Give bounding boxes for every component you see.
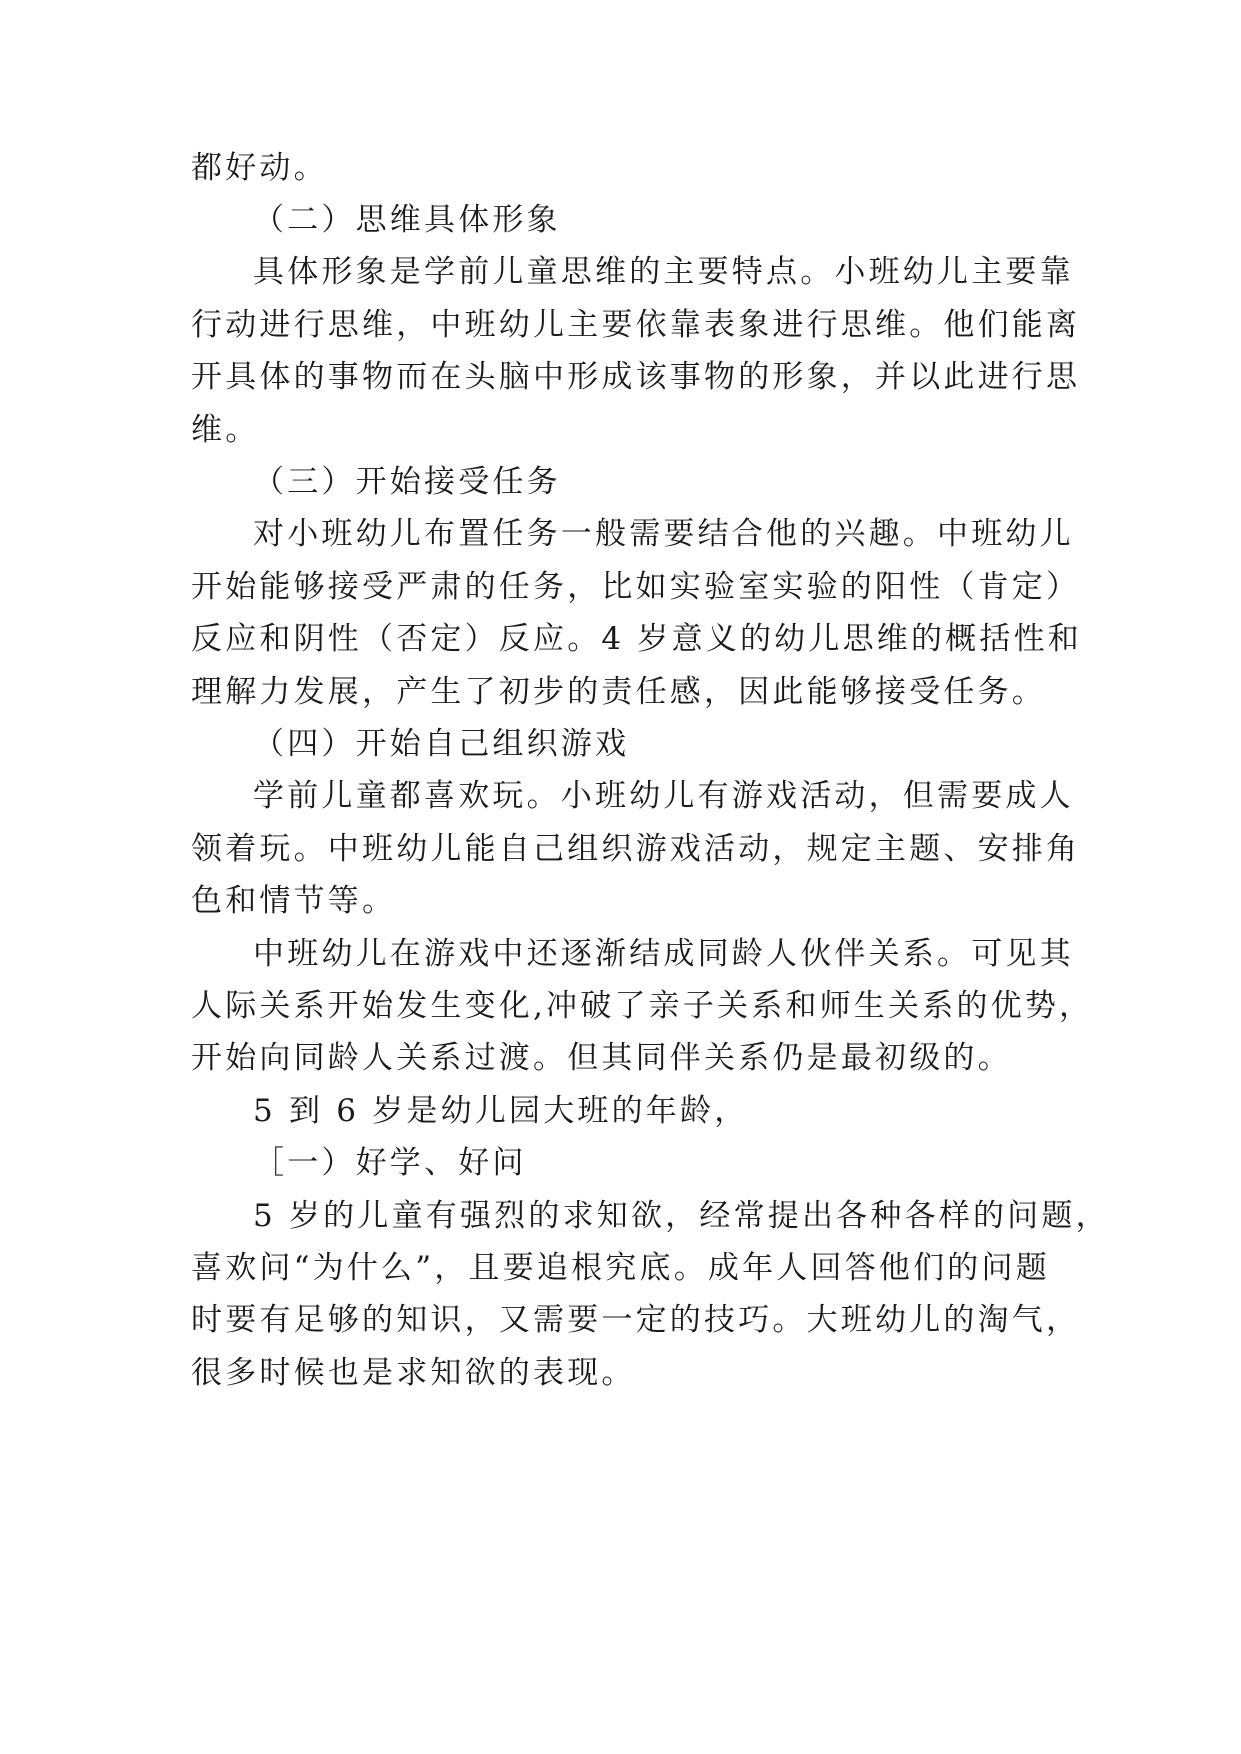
text-line: 维。 [191, 412, 260, 448]
text-line: 行动进行思维，中班幼儿主要依靠表象进行思维。他们能离 [191, 307, 1081, 343]
text-line: 开始向同龄人关系过渡。但其同伴关系仍是最初级的。 [191, 1040, 1012, 1076]
text-line: 具体形象是学前儿童思维的主要特点。小班幼儿主要靠 [253, 254, 1074, 290]
text-line: 5 到 6 岁是幼儿园大班的年龄， [253, 1093, 749, 1129]
text-line: 人际关系开始发生变化,冲破了亲子关系和师生关系的优势， [191, 988, 1094, 1024]
text-line: 喜欢问“为什么”，且要追根究底。成年人回答他们的问题 [191, 1250, 1050, 1286]
text-line: 很多时候也是求知欲的表现。 [191, 1355, 636, 1391]
text-line: 5 岁的儿童有强烈的求知欲，经常提出各种各样的问题， [253, 1198, 1110, 1234]
text-line: 色和情节等。 [191, 883, 397, 919]
text-line: 理解力发展，产生了初步的责任感，因此能够接受任务。 [191, 674, 1046, 710]
text-line: 对小班幼儿布置任务一般需要结合他的兴趣。中班幼儿 [253, 516, 1074, 552]
text-line: 领着玩。中班幼儿能自己组织游戏活动，规定主题、安排角 [191, 831, 1081, 867]
text-line: 开始能够接受严肃的任务，比如实验室实验的阳性（肯定） [191, 569, 1081, 605]
section-heading: （三）开始接受任务 [253, 464, 561, 500]
text-line: 时要有足够的知识，又需要一定的技巧。大班幼儿的淘气， [191, 1302, 1081, 1338]
text-line: 都好动。 [191, 150, 328, 186]
text-line: 反应和阴性（否定）反应。4 岁意义的幼儿思维的概括性和 [191, 621, 1082, 657]
section-heading: （四）开始自己组织游戏 [253, 726, 630, 762]
section-heading: （二）思维具体形象 [253, 202, 561, 238]
text-line: 学前儿童都喜欢玩。小班幼儿有游戏活动，但需要成人 [253, 778, 1074, 814]
text-line: 中班幼儿在游戏中还逐渐结成同龄人伙伴关系。可见其 [253, 936, 1074, 972]
section-heading: ［一）好学、好问 [253, 1145, 527, 1181]
text-line: 开具体的事物而在头脑中形成该事物的形象，并以此进行思 [191, 359, 1081, 395]
